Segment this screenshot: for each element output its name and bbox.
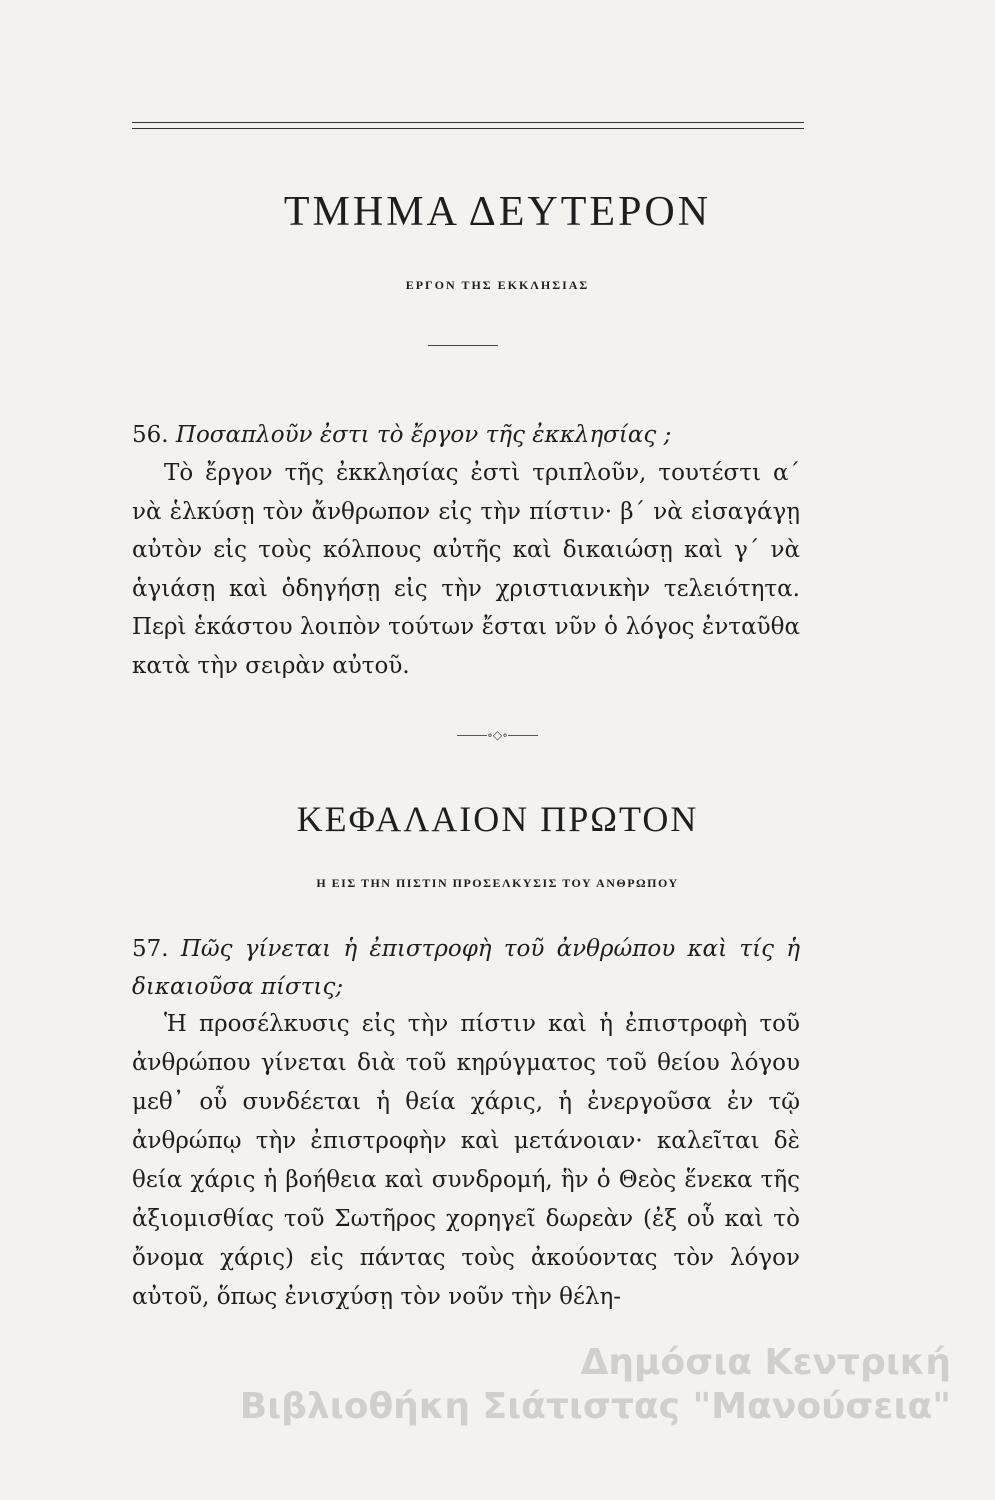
question-number: 57. [132, 936, 169, 962]
library-watermark-line1: Δημόσια Κεντρική [580, 1342, 951, 1383]
question-text: Πῶς γίνεται ἡ ἐπιστροφὴ τοῦ ἀνθρώπου καὶ τίς ἡ δικαιοῦσα πίστις; [132, 936, 801, 1000]
chapter-title: ΚΕΦΑΛΑΙΟΝ ΠΡΩΤΟΝ [296, 799, 699, 839]
question-56 [132, 416, 800, 455]
header-rule-bottom [132, 128, 804, 129]
library-watermark-line2: Βιβλιοθήκη Σιάτιστας "Μανούσεια" [239, 1386, 951, 1427]
answer-56 [132, 454, 800, 686]
answer-text: Τὸ ἔργον τῆς ἐκκλησίας ἐστὶ τριπλοῦν, τουτέστι α΄ νὰ ἑλκύσῃ τὸν ἄνθρωπον εἰς τὴν πίστιν· β΄ νὰ εἰσαγάγῃ αὐτὸν εἰς τοὺς κόλπους αὐτῆς καὶ δικαιώσῃ καὶ γ΄ νὰ ἁγιάσῃ καὶ ὁδηγήσῃ εἰς τὴν χριστιανικὴν τελειότητα. Περὶ ἑκάστου λοιπὸν τούτων ἔσται νῦν ὁ λόγος ἐνταῦθα κατὰ τὴν σειρὰν αὐτοῦ. [132, 460, 800, 679]
section-subtitle: ΕΡΓΟΝ ΤΗΣ ΕΚΚΛΗΣΙΑΣ [405, 278, 590, 292]
section-divider [428, 345, 498, 346]
answer-57 [132, 1005, 800, 1317]
question-57 [132, 930, 800, 1006]
question-number: 56. [132, 422, 169, 448]
section-title: ΤΜΗΜΑ ΔΕΥΤΕΡΟΝ [283, 189, 712, 235]
question-text: Ποσαπλοῦν ἐστι τὸ ἔργον τῆς ἐκκλησίας ; [175, 422, 672, 448]
ornament-divider: ∘◇∘ [0, 728, 995, 742]
chapter-subtitle: Η ΕΙΣ ΤΗΝ ΠΙΣΤΙΝ ΠΡΟΣΕΛΚΥΣΙΣ ΤΟΥ ΑΝΘΡΩΠΟΥ [316, 876, 679, 890]
answer-text: Ἡ προσέλκυσις εἰς τὴν πίστιν καὶ ἡ ἐπιστροφὴ τοῦ ἀνθρώπου γίνεται διὰ τοῦ κηρύγματος τοῦ θείου λόγου μεθ᾽ οὗ συνδέεται ἡ θεία χάρις, ἡ ἐνεργοῦσα ἐν τῷ ἀνθρώπῳ τὴν ἐπιστροφὴν καὶ μετάνοιαν· καλεῖται δὲ θεία χάρις ἡ βοήθεια καὶ συνδρομή, ἣν ὁ Θεὸς ἕνεκα τῆς ἀξιομισθίας τοῦ Σωτῆρος χορηγεῖ δωρεὰν (ἐξ οὗ καὶ τὸ ὄνομα χάρις) εἰς πάντας τοὺς ἀκούοντας τὸν λόγον αὐτοῦ, ὅπως ἐνισχύσῃ τὸν νοῦν τὴν θέλη- [132, 1011, 800, 1310]
header-rule-top [132, 122, 804, 123]
